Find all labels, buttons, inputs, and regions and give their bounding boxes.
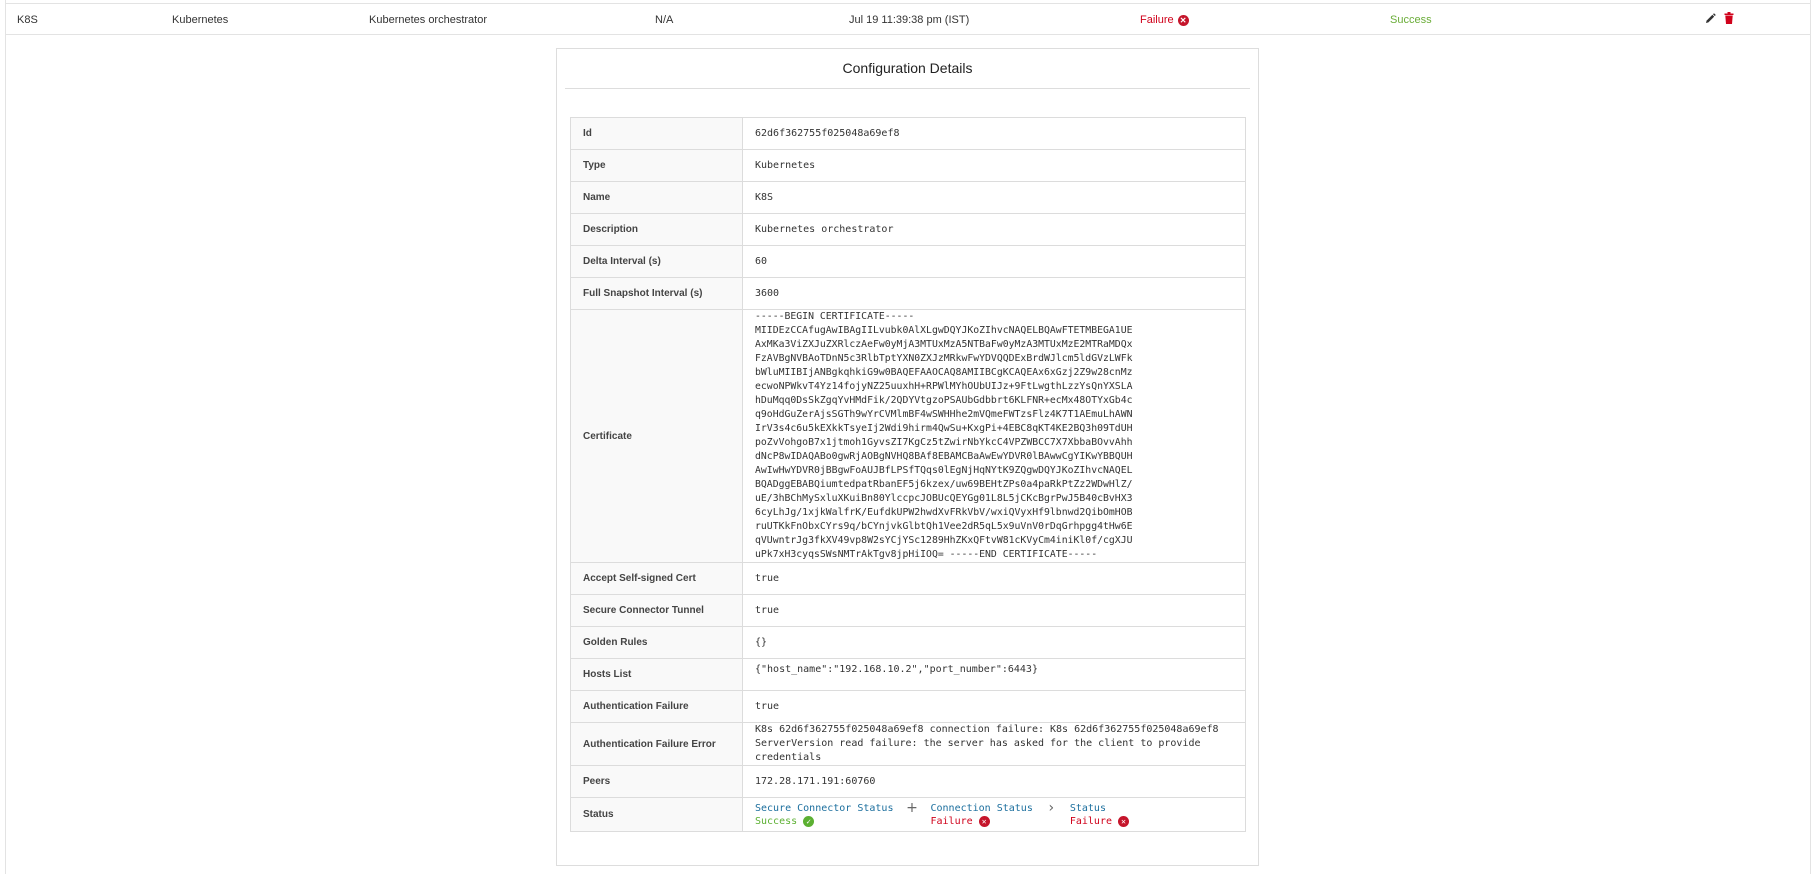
row-description: Kubernetes orchestrator [369,14,488,26]
detail-label: Status [571,798,743,832]
row-name: K8S [17,14,38,26]
detail-value: Kubernetes orchestrator [743,214,1246,246]
detail-value: 172.28.171.191:60760 [743,766,1246,798]
detail-value: 3600 [743,278,1246,310]
status-value-text: Failure [930,815,973,827]
detail-label: Golden Rules [571,627,743,659]
row-timestamp: Jul 19 11:39:38 pm (IST) [849,14,970,26]
details-table [570,117,1246,832]
detail-row-self-signed [571,563,1246,595]
secure-connector-status-value [755,815,893,828]
trash-icon[interactable] [1724,12,1734,27]
detail-value: {"host_name":"192.168.10.2","port_number":6443} [743,659,1246,691]
row-auth-status [1140,14,1189,26]
failure-icon: ✕ [1178,15,1189,26]
detail-value: true [743,691,1246,723]
failure-icon: ✕ [1118,816,1129,827]
detail-row-delta-interval [571,246,1246,278]
panel-title: Configuration Details [565,49,1250,89]
detail-value: 62d6f362755f025048a69ef8 [743,118,1246,150]
detail-row-type [571,150,1246,182]
overall-status [1070,802,1129,828]
pencil-icon[interactable] [1705,13,1716,27]
connection-status-value [930,815,1032,828]
detail-label: Peers [571,766,743,798]
overall-status-link[interactable]: Status [1069,802,1106,814]
row-status: Success [1390,14,1432,26]
chevron-right-icon: › [1048,799,1055,816]
detail-label: Authentication Failure [571,691,743,723]
detail-row-certificate [571,310,1246,563]
detail-label: Description [571,214,743,246]
status-value-text: Failure [1069,815,1112,827]
status-value-text: Success [755,815,798,827]
detail-row-golden-rules [571,627,1246,659]
detail-label: Authentication Failure Error [571,723,743,766]
detail-row-id [571,118,1246,150]
table-row[interactable] [5,3,1811,35]
secure-connector-status-link[interactable]: Secure Connector Status [755,802,894,814]
detail-value: true [743,595,1246,627]
secure-connector-status [755,802,893,828]
detail-value: K8S [743,182,1246,214]
detail-value: true [743,563,1246,595]
detail-row-peers [571,766,1246,798]
certificate-text: -----BEGIN CERTIFICATE----- MIIDEzCCAfugAwIBAgIILvubk0AlXLgwDQYJKoZIhvcNAQELBQAwFTETMBEGA1UE AxMKa3ViZXJuZXRlczAeFw0yMjA3MTUxMzA5NTBaFw0yMzA3MTUxMzE2MTRaMDQx FzAVBgNVBAoTDnN5c3RlbTptYXN0ZXJzMRkwFwYDVQQDExBrdWJlcm5ldGVzLWFk bWluMIIBIjANBgkqhkiG9w0BAQEFAAOCAQ8AMIIBCgKCAQEAx6xGzj2Z9w28cnMz ecwoNPWkvT4Yz14fojyNZ25uuxhH+RPWlMYhOUbUIJz+9FtLwgthLzzYsQnYXSLA hDuMqq0DsSkZgqYvHMdFik/2QDYVtgzoPSAUbGdbbrt6KLFNR+ecMx48OTYxGb4c q9oHdGuZerAjsSGTh9wYrCVMlmBF4wSWHHhe2mVQmeFWTzsFlz4K7T1AEmuLhAWN IrV3s4c6u5kEXkkTsyeIj2Wdi9hirm4QwSu+KxgPi+4EBC8qKT4KE2BQ3h09TdUH poZvVohgoB7x1jtmoh1GyvsZI7KgCz5tZwirNbYkcC4VPZWBCC7X7XbbaBOvvAhh dNcP8wIDAQABo0gwRjAOBgNVHQ8BAf8EBAMCBaAwEwYDVR0lBAwwCgYIKwYBBQUH AwIwHwYDVR0jBBgwFoAUJBfLPSfTQqs0lEgNjHqNYtK9ZQgwDQYJKoZIhvcNAQEL BQADggEBABQiumtedpatRbanEF5j6kzex/uw69BEHtZPs0a4paRkPtZz2WDwHlZ/ uE/3hBChMySxluXKuiBn80YlccpcJOBUcQEYGg01L8L5jCKcBgrPwJ5B40cBvHX3 6cyLhJg/1xjkWalfrK/EufdkUPW2hwdXvFRkVbV/wxiQVyxHf9lbnwd2QibOmHOB ruUTKkFnObxCYrs9q/bCYnjvkGlbtQh1Vee2dR5qL5x9uVnV0rDqGrhpgg4tHw6E qVUwntrJg3fkXV49vp8W2sYCjYSc1289HhZKxQFtvW81cKVyCm4iniKl0f/cgXJU uPk7xH3cyqsSWsNMTrAkTgv8jpHiIOQ= -----END CERTIFICATE----- [743,310,1246,563]
detail-row-description [571,214,1246,246]
status-chain [755,799,1233,828]
detail-label: Certificate [571,310,743,563]
detail-label: Id [571,118,743,150]
detail-value: K8s 62d6f362755f025048a69ef8 connection failure: K8s 62d6f362755f025048a69ef8 ServerVersion read failure: the server has asked for the client to provide credentials [743,723,1246,766]
detail-value: Kubernetes [743,150,1246,182]
overall-status-value [1070,815,1129,828]
detail-row-hosts-list [571,659,1246,691]
connection-status [930,802,1032,828]
success-icon: ✓ [803,816,814,827]
detail-label: Delta Interval (s) [571,246,743,278]
detail-label: Name [571,182,743,214]
detail-label: Secure Connector Tunnel [571,595,743,627]
detail-row-auth-failure [571,691,1246,723]
detail-label: Type [571,150,743,182]
detail-row-name [571,182,1246,214]
row-actions [1705,12,1734,27]
detail-value: 60 [743,246,1246,278]
detail-row-snapshot-interval [571,278,1246,310]
plus-icon: + [906,799,918,816]
row-auth-status-text: Failure [1140,14,1174,26]
detail-row-status [571,798,1246,832]
detail-row-auth-error [571,723,1246,766]
configuration-details-panel [556,48,1259,866]
status-value-cell [743,798,1246,832]
connection-status-link[interactable]: Connection Status [930,802,1033,814]
detail-row-tunnel [571,595,1246,627]
detail-label: Hosts List [571,659,743,691]
row-na: N/A [655,14,674,26]
row-type: Kubernetes [172,14,229,26]
detail-label: Accept Self-signed Cert [571,563,743,595]
detail-label: Full Snapshot Interval (s) [571,278,743,310]
failure-icon: ✕ [979,816,990,827]
detail-value: {} [743,627,1246,659]
